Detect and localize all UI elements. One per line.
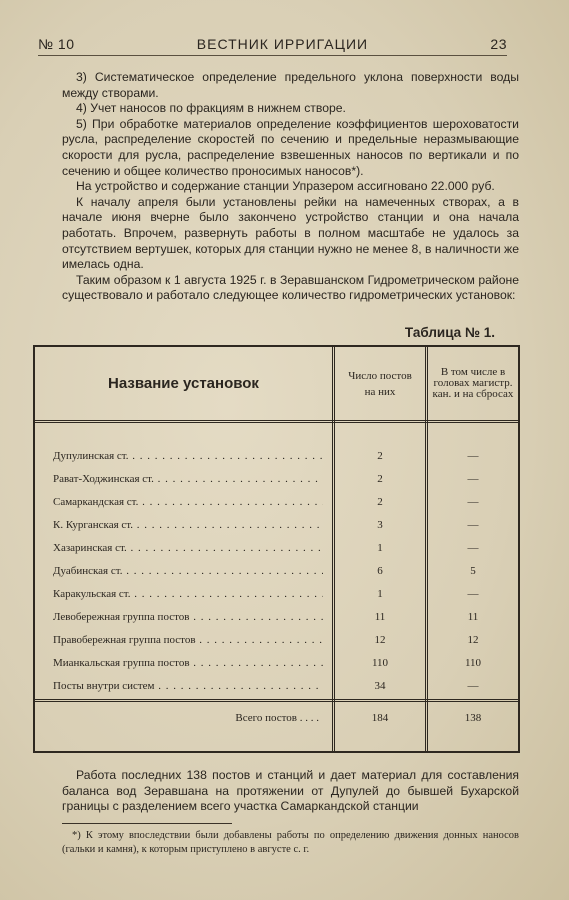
row-name: Дуабинская ст. . . . xyxy=(53,562,323,580)
row-name: Левобережная группа постов . . . xyxy=(53,608,323,626)
total-divider xyxy=(35,699,518,702)
row-heads: — xyxy=(467,496,479,508)
row-posts: 1 xyxy=(377,542,383,554)
total-posts: 184 xyxy=(371,712,389,724)
table-row xyxy=(35,585,518,603)
table-row xyxy=(35,516,518,534)
total-label: Всего постов . . . . xyxy=(235,712,319,724)
paragraph: 4) Учет наносов по фракциям в нижнем створе. xyxy=(76,101,346,116)
journal-title: ВЕСТНИК ИРРИГАЦИИ xyxy=(196,36,369,52)
paragraph: На устройство и содержание станции Упразером ассигновано 22.000 руб. xyxy=(76,179,495,194)
footnote-rule xyxy=(62,823,232,824)
table-row xyxy=(35,631,518,649)
table-row xyxy=(35,447,518,465)
row-name: Каракульская ст. . . . xyxy=(53,585,323,603)
row-posts: 110 xyxy=(371,657,389,669)
row-heads: — xyxy=(467,542,479,554)
table-header xyxy=(35,347,518,423)
closing-text xyxy=(62,768,519,815)
total-heads: 138 xyxy=(464,712,482,724)
table-row xyxy=(35,562,518,580)
paragraph: 5) При обработке материалов определение коэффициентов шероховатости русла, распределение скоростей по сечению и предельные неразмывающие скорости для русла, распределение взвешенных наносов по вертикали и по сечению и общее количество проносимых наносов*). xyxy=(62,116,519,178)
column-header-name: Название установок xyxy=(108,375,259,392)
row-heads: — xyxy=(467,473,479,485)
row-posts: 12 xyxy=(374,634,386,646)
footnote xyxy=(62,829,519,857)
row-posts: 2 xyxy=(377,473,383,485)
row-heads: 110 xyxy=(464,657,482,669)
footnote-text: *) К этому впоследствии были добавлены работы по определению движения донных наносов (гальки и камня), к которым приступлено в августе с. г. xyxy=(62,830,519,855)
page-header xyxy=(38,36,507,56)
row-name: К. Курганская ст. . . . xyxy=(53,516,323,534)
row-heads: — xyxy=(467,519,479,531)
row-name: Рават-Ходжинская ст. . . . xyxy=(53,470,323,488)
row-name: Мианкальская группа постов . . . xyxy=(53,654,323,672)
table-row xyxy=(35,493,518,511)
row-heads: 5 xyxy=(470,565,476,577)
table-caption: Таблица № 1. xyxy=(404,325,495,340)
table-row xyxy=(35,654,518,672)
table-row xyxy=(35,608,518,626)
row-name: Правобережная группа постов . . . xyxy=(53,631,323,649)
row-heads: 12 xyxy=(467,634,479,646)
table-row xyxy=(35,539,518,557)
table-row xyxy=(35,677,518,695)
page-number: 23 xyxy=(490,36,507,52)
row-posts: 34 xyxy=(374,680,386,692)
column-header-posts: Число постов на них xyxy=(348,369,412,398)
column-header-heads: В том числе в головах магистр. кан. и на сбросах xyxy=(432,366,514,400)
installations-table xyxy=(33,345,520,753)
row-posts: 6 xyxy=(377,565,383,577)
paragraph: Таким образом к 1 августа 1925 г. в Зеравшанском Гидрометрическом районе существовало и работало следующее количество гидрометрических установок: xyxy=(62,272,519,303)
paragraph: 3) Систематическое определение предельного уклона поверхности воды между створами. xyxy=(62,70,519,100)
row-posts: 11 xyxy=(374,611,386,623)
row-name: Посты внутри систем . . . xyxy=(53,677,323,695)
row-heads: 11 xyxy=(467,611,479,623)
body-text xyxy=(62,70,519,304)
row-posts: 2 xyxy=(377,496,383,508)
issue-number: № 10 xyxy=(38,36,75,52)
table-total-row xyxy=(35,709,518,727)
row-name: Хазаринская ст. . . . xyxy=(53,539,323,557)
paragraph: Работа последних 138 постов и станций и дает материал для составления баланса вод Зеравшана на протяжении от Дупулей до бывшей Бухарской границы с разделением всего участка Самаркандской станции xyxy=(62,768,519,814)
row-posts: 2 xyxy=(377,450,383,462)
row-heads: — xyxy=(467,680,479,692)
paragraph: К началу апреля были установлены рейки на намеченных створах, а в начале июня вчерне было закончено устройство станции и она начала работать. Впрочем, развернуть работы в полном масштабе не удалось за отсутствием вертушек, которых для станции нужно не менее 8, в наличности же имелась одна. xyxy=(62,194,519,272)
table-row xyxy=(35,470,518,488)
row-posts: 3 xyxy=(377,519,383,531)
row-heads: — xyxy=(467,588,479,600)
row-name: Самаркандская ст. . . . xyxy=(53,493,323,511)
row-name: Дупулинская ст. . . . xyxy=(53,447,323,465)
row-heads: — xyxy=(467,450,479,462)
row-posts: 1 xyxy=(377,588,383,600)
